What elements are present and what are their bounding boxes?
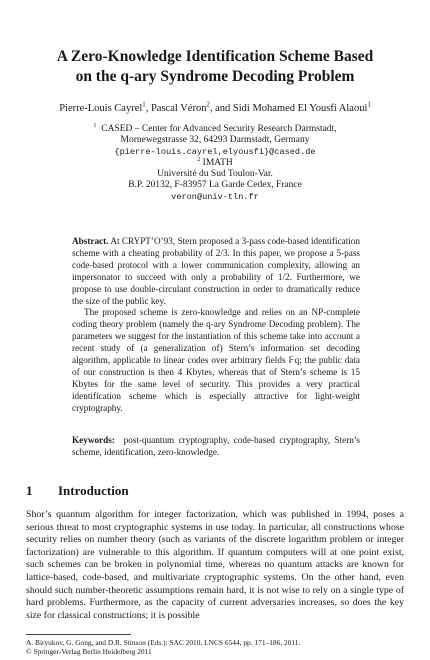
section-title: Introduction xyxy=(58,483,129,498)
abstract-label: Abstract. xyxy=(72,236,109,246)
affiliation-line: B.P. 20132, F-83957 La Garde Cedex, France xyxy=(128,180,302,191)
footnote-copyright: © Springer-Verlag Berlin Heidelberg 2011 xyxy=(26,647,152,657)
abstract xyxy=(72,236,360,415)
author-separator: , and xyxy=(209,103,233,114)
footnote-rule xyxy=(26,634,131,635)
keywords-label: Keywords: xyxy=(72,435,115,445)
affiliation-line: Université du Sud Toulon-Var. xyxy=(157,169,273,180)
paper-title xyxy=(20,47,410,87)
abstract-paragraph: The proposed scheme is zero-knowledge and relies on an NP-complete coding theory problem (namely the q-ary Syndrome Decoding problem). The parameters we suggest for the instantiation of this scheme take into account a recent study of (a generalization of) Stern’s information set decoding algorithm, applicable to linear codes over arbitrary fields 𝔽q; the public data of our construction is then 4 Kbytes, whereas that of Stern’s scheme is 15 Kbytes for the same level of security. This provides a very practical identification scheme which is especially attractive for light-weight cryptography. xyxy=(72,307,360,413)
affiliation-mark: 2 xyxy=(197,156,201,163)
author-email: veron@univ-tln.fr xyxy=(171,191,259,202)
section-heading xyxy=(26,483,129,499)
affiliations xyxy=(20,124,410,203)
affiliation-mark: 2 xyxy=(206,101,210,109)
title-line-1: A Zero-Knowledge Identification Scheme Based xyxy=(56,48,374,65)
affiliation-line: Mornewegstrasse 32, 64293 Darmstadt, Germany xyxy=(120,135,310,146)
section-number: 1 xyxy=(26,483,33,498)
affiliation-line: $^2$ IMATH xyxy=(197,156,233,168)
abstract-paragraph xyxy=(72,236,360,307)
body-paragraph: Shor’s quantum algorithm for integer factorization, which was published in 1994, poses a serious threat to most cryptographic systems in use today. In particular, all constructions whose security relies on number theory (such as variants of the discrete logarithm problem or integer factorization) are vulnerable to this algorithm. If quantum computers will at one point exist, such schemes can be broken in polynomial time, whereas no quantum attacks are known for lattice-based, code-based, and multivariate cryptographic systems. On the other hand, even should such number-theoretic assumptions remain hard, it is not wise to rely on a single type of hard problems. Furthermore, as the capacity of current adversaries increases, so does the key size for classical constructions; it is possible xyxy=(26,509,404,621)
title-line-2: on the q-ary Syndrome Decoding Problem xyxy=(75,68,355,85)
affiliation-mark: 1 xyxy=(93,122,97,129)
footnote xyxy=(26,638,404,657)
author-list xyxy=(20,102,410,116)
author-separator: , xyxy=(145,103,151,114)
keywords xyxy=(72,435,360,459)
affiliation-mark: 1 xyxy=(142,101,146,109)
author-name: Pierre-Louis Cayrel xyxy=(59,103,143,114)
author-email: {pierre-louis.cayrel,elyousfi}@cased.de xyxy=(114,146,316,157)
author-name: Pascal Véron xyxy=(150,103,207,114)
footnote-citation: A. Biryukov, G. Gong, and D.R. Stinson (Eds.): SAC 2010, LNCS 6544, pp. 171–186, 2011. xyxy=(26,638,301,647)
author-name: Sidi Mohamed El Yousfi Alaoui xyxy=(232,103,368,114)
affiliation-line: $^1$ CASED – Center for Advanced Security Research Darmstadt, xyxy=(93,122,337,134)
keywords-text: post-quantum cryptography, code-based cryptography, Stern’s scheme, identification, zero-knowledge. xyxy=(72,435,360,457)
abstract-text: At CRYPT’O’93, Stern proposed a 3-pass code-based identification scheme with a cheating probability of 2/3. In this paper, we propose a 5-pass code-based protocol with a lower communication complexity, allowing an impersonator to succeed with only a probability of 1/2. Furthermore, we propose to use double-circulant construction in order to dramatically reduce the size of the public key. xyxy=(72,236,360,306)
affiliation-mark: 1 xyxy=(367,101,371,109)
